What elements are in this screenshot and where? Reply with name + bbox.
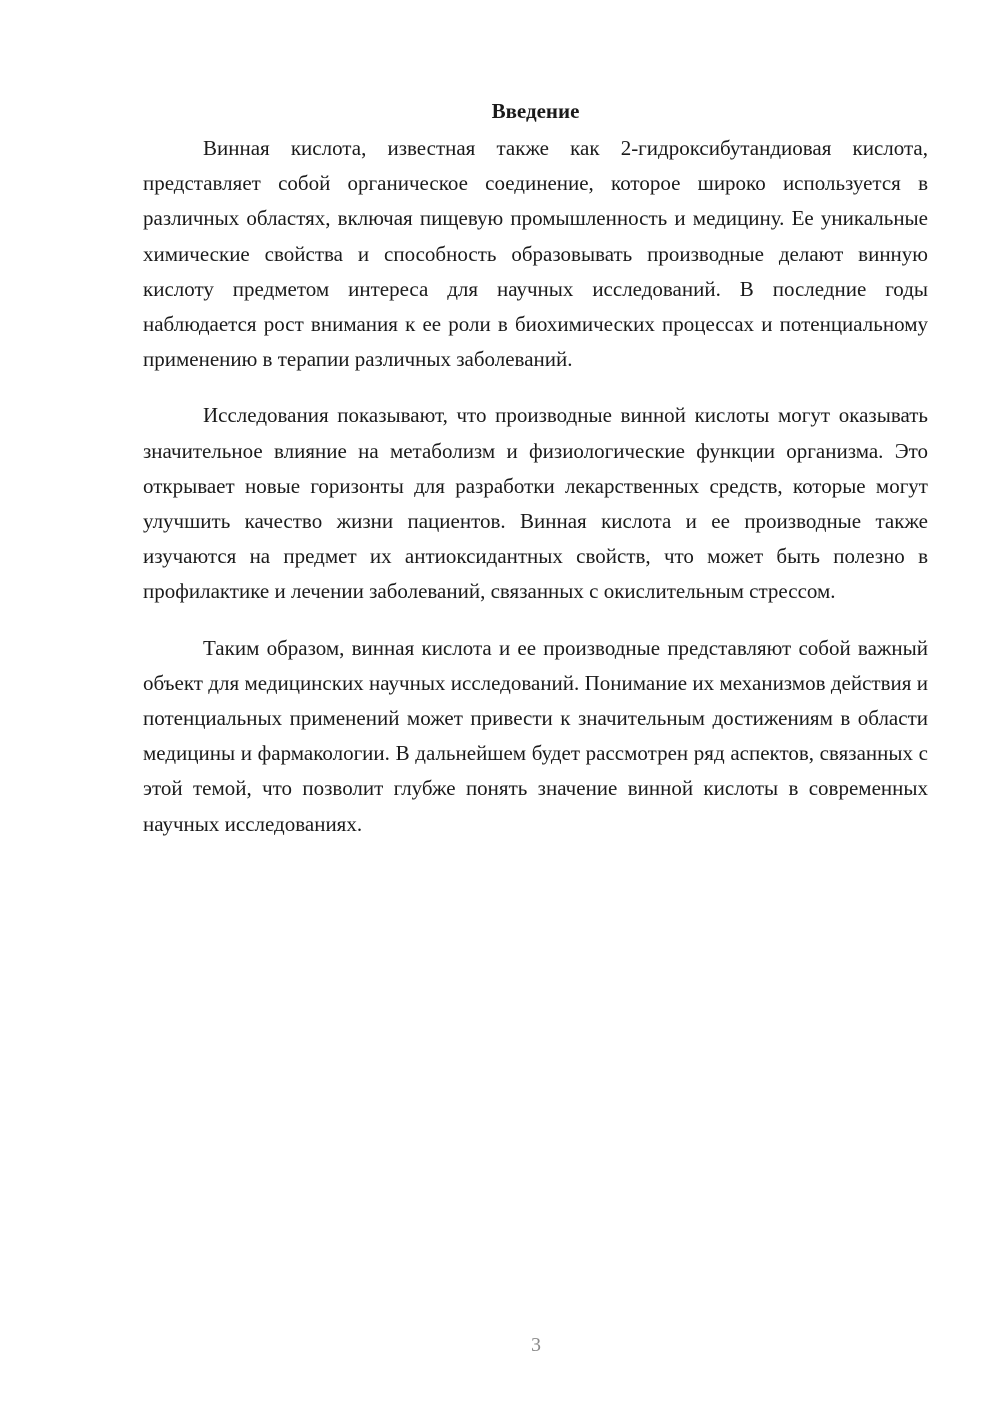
paragraph-1: Винная кислота, известная также как 2-гидроксибутандиовая кислота, представляет собой органическое соединение, которое широко используется в различных областях, включая пищевую промышленность и медицину. Ее уникальные химические свойства и способность образовывать производные делают винную кислоту предметом интереса для научных исследований. В последние годы наблюдается рост внимания к ее роли в биохимических процессах и потенциальному применению в терапии различных заболеваний. (143, 136, 928, 372)
page-body (143, 91, 928, 842)
paragraph-2: Исследования показывают, что производные винной кислоты могут оказывать значительное влияние на метаболизм и физиологические функции организма. Это открывает новые горизонты для разработки лекарственных средств, которые могут улучшить качество жизни пациентов. Винная кислота и ее производные также изучаются на предмет их антиоксидантных свойств, что может быть полезно в профилактике и лечении заболеваний, связанных с окислительным стрессом. (143, 403, 928, 604)
paragraph-3: Таким образом, винная кислота и ее производные представляют собой важный объект для медицинских научных исследований. Понимание их механизмов действия и потенциальных применений может привести к значительным достижениям в области медицины и фармакологии. В дальнейшем будет рассмотрен ряд аспектов, связанных с этой темой, что позволит глубже понять значение винной кислоты в современных научных исследованиях. (143, 635, 928, 836)
section-heading: Введение (491, 99, 580, 123)
page-number: 3 (531, 1334, 541, 1356)
